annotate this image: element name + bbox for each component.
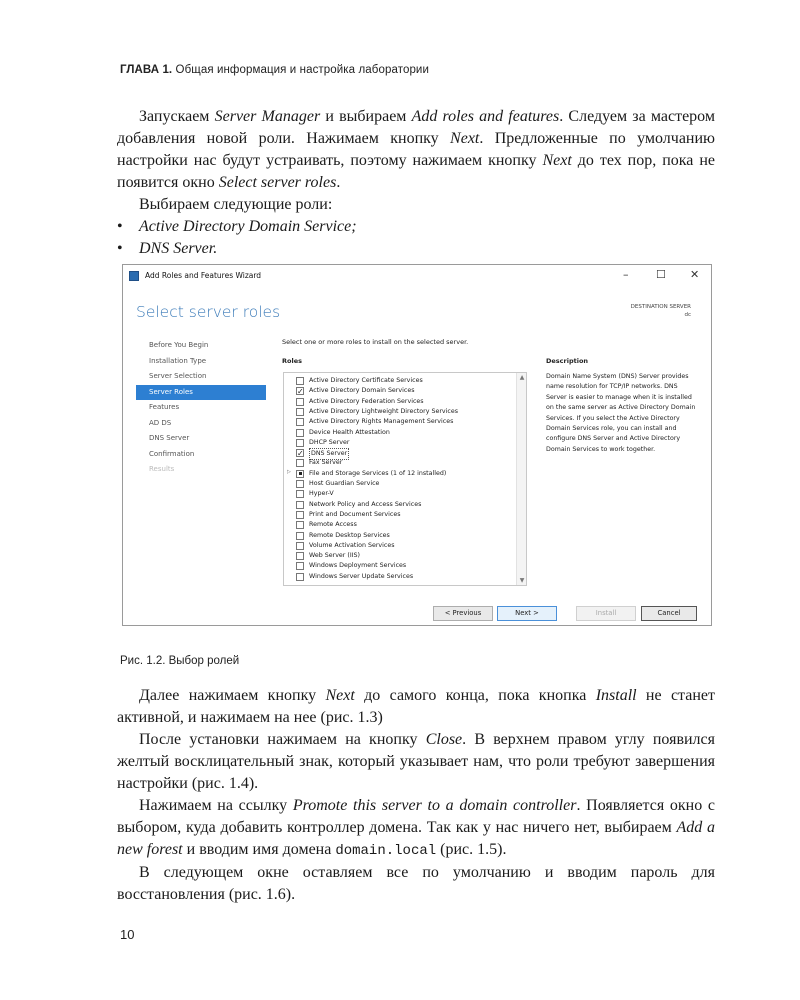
role-label: Network Policy and Access Services [309,500,422,508]
cancel-button[interactable]: Cancel [641,606,697,621]
role-checkbox[interactable] [296,552,304,560]
wizard-screenshot [122,264,712,626]
role-label: Hyper-V [309,490,334,498]
destination-value: dc [684,312,691,318]
role-row[interactable] [287,428,390,438]
italic-term: Select server roles [218,174,337,191]
paragraph [117,685,715,729]
italic-term: Next [542,152,572,169]
role-label: Print and Document Services [309,510,401,518]
paragraph [117,795,715,862]
role-label: Windows Server Update Services [309,572,414,580]
intro-paragraph-2: Выбираем следующие роли: [139,196,333,213]
wizard-title: Add Roles and Features Wizard [145,271,262,280]
text-run: (рис. 1.5). [436,841,507,858]
role-checkbox[interactable] [296,398,304,406]
page-number: 10 [120,927,135,942]
wizard-nav [136,338,266,478]
bullet-item: • Active Directory Domain Service; [117,216,715,238]
text-run: до самого конца, пока кнопка [354,687,596,704]
role-label: Active Directory Domain Services [309,387,415,395]
italic-term: Next [450,130,480,147]
nav-item-results: Results [149,465,175,473]
text-run: В следующем окне оставляем все по умолчанию и вводим пароль для восстановления (рис. 1.6). [117,864,715,903]
role-checkbox[interactable] [296,470,304,478]
roles-bullet-list [117,216,715,260]
bullet-item: • DNS Server. [117,238,715,260]
roles-header: Roles [282,357,302,365]
text-run: до тех пор, пока не появится окно [117,152,715,191]
role-label: Active Directory Federation Services [309,397,424,405]
role-label: Fax Server [309,459,343,467]
italic-term: Add roles and features [411,108,560,125]
text-run: . В верхнем правом углу появился желтый восклицательный знак, который указывает нам, что роли требуют завершения настройки (рис. 1.4). [117,731,715,792]
italic-term: Server Manager [214,108,321,125]
scroll-up-icon[interactable]: ▲ [519,374,525,381]
italic-term: Install [595,687,637,704]
role-checkbox[interactable] [296,439,304,447]
nav-item-ad-ds[interactable]: AD DS [149,418,172,427]
intro-paragraph-1 [117,106,715,194]
chapter-header [120,64,429,76]
nav-item-installation-type[interactable]: Installation Type [149,356,207,365]
figure-caption: Рис. 1.2. Выбор ролей [120,655,240,667]
role-row[interactable] [287,500,421,510]
text-run: . [336,174,341,191]
role-label: Web Server (IIS) [309,552,361,560]
paragraph [117,729,715,795]
scroll-down-icon[interactable]: ▼ [519,577,525,584]
text-run: Далее нажимаем кнопку [139,687,326,704]
role-checkbox[interactable] [296,490,304,498]
roles-listbox[interactable] [283,372,527,586]
destination-server [631,303,691,319]
nav-item-dns-server[interactable]: DNS Server [149,434,190,442]
role-row[interactable] [287,469,446,479]
role-row[interactable] [287,376,423,386]
role-label: DHCP Server [309,438,350,446]
text-run: Нажимаем на ссылку [139,797,293,814]
text-run: . Предложенные по умолчанию настройки нас будут устраивать, поэтому нажимаем кнопку [117,130,716,169]
close-icon[interactable]: ✕ [690,268,700,281]
text-run: . Следуем за мастером добавления новой роли. Нажимаем кнопку [117,108,716,147]
role-checkbox[interactable] [296,532,304,540]
nav-item-confirmation[interactable]: Confirmation [149,449,195,458]
role-row[interactable] [287,520,357,530]
role-label: Remote Desktop Services [309,531,390,539]
destination-label: DESTINATION SERVER [630,304,691,310]
role-checkbox[interactable] [296,418,304,426]
role-checkbox[interactable]: ✓ [297,449,304,459]
role-description: Domain Name System (DNS) Server provides name resolution for TCP/IP networks. DNS Server is easier to manage when it is installed on the same server as Active Directory Domain Services. If you select the Active Directory Domain Services role, you can install and configure DNS Server and Active Directory Domain Services to work together. [546,373,696,453]
italic-term: Promote this server to a domain controller [292,797,577,814]
text-run: После установки нажимаем на кнопку [139,731,426,748]
role-label: Windows Deployment Services [309,562,407,570]
nav-item-features[interactable]: Features [149,403,180,411]
role-row[interactable] [287,541,395,551]
text-run: Запускаем [139,108,215,125]
nav-item-server-roles[interactable]: Server Roles [136,385,266,401]
role-checkbox[interactable]: ✓ [297,387,304,397]
role-row[interactable] [287,489,334,499]
role-row[interactable] [287,572,413,582]
instruction-text: Select one or more roles to install on the selected server. [282,338,469,346]
description-header: Description [546,357,589,365]
expand-icon[interactable]: ▷ [287,468,291,475]
text-run: не станет активной, и нажимаем на нее (рис. 1.3) [117,687,715,726]
previous-button[interactable]: < Previous [433,606,493,621]
intro-text [117,106,715,260]
role-row[interactable] [287,561,406,571]
text-run: и вводим имя домена [182,841,336,858]
role-label: Volume Activation Services [309,541,395,549]
role-row[interactable] [287,479,379,489]
role-checkbox[interactable] [296,377,304,385]
role-checkbox[interactable] [296,501,304,509]
body-text [117,685,715,906]
role-row[interactable] [287,438,349,448]
chapter-title: Общая информация и настройка лаборатории [175,64,429,76]
chapter-number: ГЛАВА 1. [120,64,173,76]
minimize-icon[interactable]: – [623,268,629,281]
code-term: domain.local [335,843,437,859]
role-label: Host Guardian Service [309,480,380,487]
next-button[interactable]: Next > [497,606,557,621]
nav-item-before-you-begin[interactable]: Before You Begin [149,341,209,349]
text-run: и выбираем [320,108,412,125]
role-label: Remote Access [309,521,357,529]
role-row[interactable] [287,386,415,396]
role-row[interactable] [287,531,390,541]
role-row[interactable] [287,417,453,427]
wizard-heading: Select server roles [136,303,281,321]
role-row[interactable] [287,458,342,468]
role-checkbox[interactable] [296,562,304,570]
role-row[interactable] [287,510,401,520]
role-row[interactable] [287,551,360,561]
nav-item-server-selection[interactable]: Server Selection [149,372,207,380]
role-checkbox[interactable] [296,511,304,519]
text-run: . Появляется окно с выбором, куда добавить контроллер домена. Так как у нас ничего нет, выбираем [117,797,716,836]
italic-term: Add a new forest [117,819,715,858]
role-label: Active Directory Lightweight Directory Services [309,407,459,415]
italic-term: Close [425,731,463,748]
install-button[interactable]: Install [576,606,636,621]
server-manager-icon [129,271,139,281]
role-label: Active Directory Rights Management Services [309,418,454,426]
role-label: Device Health Attestation [309,428,390,436]
maximize-icon[interactable]: ☐ [656,268,666,281]
paragraph [117,862,715,906]
role-row[interactable] [287,407,458,417]
role-label: DNS Server [309,448,349,460]
role-label: Active Directory Certificate Services [309,377,423,384]
role-checkbox[interactable] [296,573,304,581]
wizard-titlebar [123,265,711,287]
role-checkbox[interactable] [296,408,304,416]
role-checkbox[interactable] [296,480,304,488]
role-label: File and Storage Services (1 of 12 installed) [309,469,447,477]
role-row[interactable] [287,397,424,407]
roles-scrollbar[interactable] [516,373,526,585]
role-checkbox[interactable] [296,542,304,550]
role-checkbox[interactable] [296,521,304,529]
role-checkbox[interactable] [296,459,304,467]
role-row[interactable] [287,448,349,458]
italic-term: Next [325,687,355,704]
role-checkbox[interactable] [296,429,304,437]
